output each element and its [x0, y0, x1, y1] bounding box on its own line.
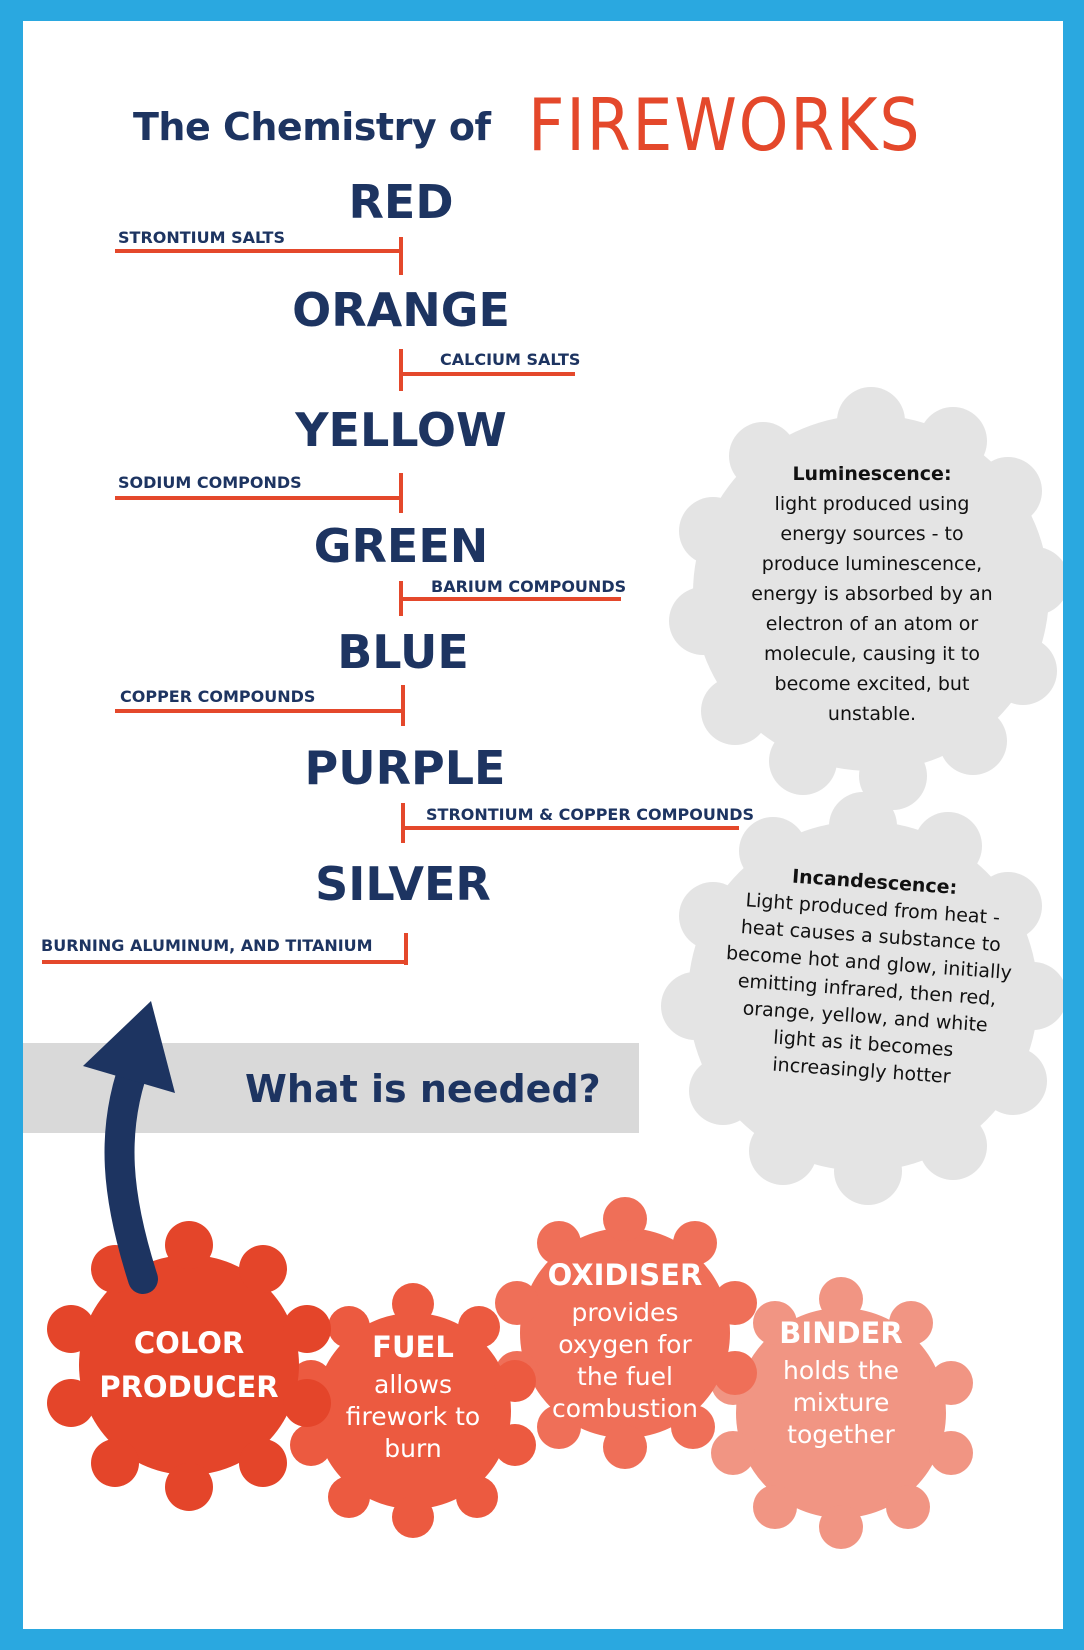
luminescence-body: light produced using energy sources - to produce luminescence, energy is absorbed by an electron of an atom or molecule, causing it to become excited, but unstable.	[751, 493, 993, 725]
title-highlight: FIREWORKS	[528, 83, 922, 167]
chem-blue: COPPER COMPOUNDS	[120, 687, 316, 706]
needed-heading: What is needed?	[245, 1067, 601, 1111]
infographic	[23, 21, 1063, 1629]
color-green: GREEN	[313, 519, 489, 573]
incandescence-body: Light produced from heat - heat causes a substance to become hot and glow, initially emitting infrared, then red, orange, yellow, and white light as it becomes increasingly hotter	[725, 889, 1013, 1088]
component-oxidiser-desc: provides oxygen for the fuel combustion	[551, 1298, 699, 1423]
chem-purple: STRONTIUM & COPPER COMPOUNDS	[426, 805, 755, 824]
chem-red: STRONTIUM SALTS	[118, 228, 285, 247]
connector-lines	[42, 237, 739, 965]
component-binder-title: BINDER	[779, 1316, 903, 1350]
chem-yellow: SODIUM COMPONDS	[118, 473, 302, 492]
chem-green: BARIUM COMPOUNDS	[431, 577, 627, 596]
component-binder-desc: holds the mixture together	[783, 1356, 899, 1449]
color-yellow: YELLOW	[295, 403, 507, 457]
component-fuel-title: FUEL	[372, 1330, 454, 1364]
chem-silver: BURNING ALUMINUM, AND TITANIUM	[41, 936, 373, 955]
incandescence-text	[716, 859, 1020, 1095]
arrow-up-icon	[83, 1001, 175, 1279]
luminescence-heading: Luminescence:	[792, 463, 952, 485]
color-orange: ORANGE	[292, 283, 510, 337]
title-prefix: The Chemistry of	[133, 105, 491, 149]
color-purple: PURPLE	[304, 741, 506, 795]
incandescence-heading: Incandescence:	[791, 865, 958, 899]
component-fuel-desc: allows firework to burn	[345, 1370, 481, 1463]
color-silver: SILVER	[315, 857, 491, 911]
chem-orange: CALCIUM SALTS	[440, 350, 581, 369]
color-red: RED	[348, 175, 454, 229]
component-oxidiser-title: OXIDISER	[547, 1258, 703, 1292]
color-blue: BLUE	[337, 625, 469, 679]
component-color-producer-title: COLOR PRODUCER	[99, 1326, 279, 1404]
luminescence-text	[741, 459, 1003, 729]
